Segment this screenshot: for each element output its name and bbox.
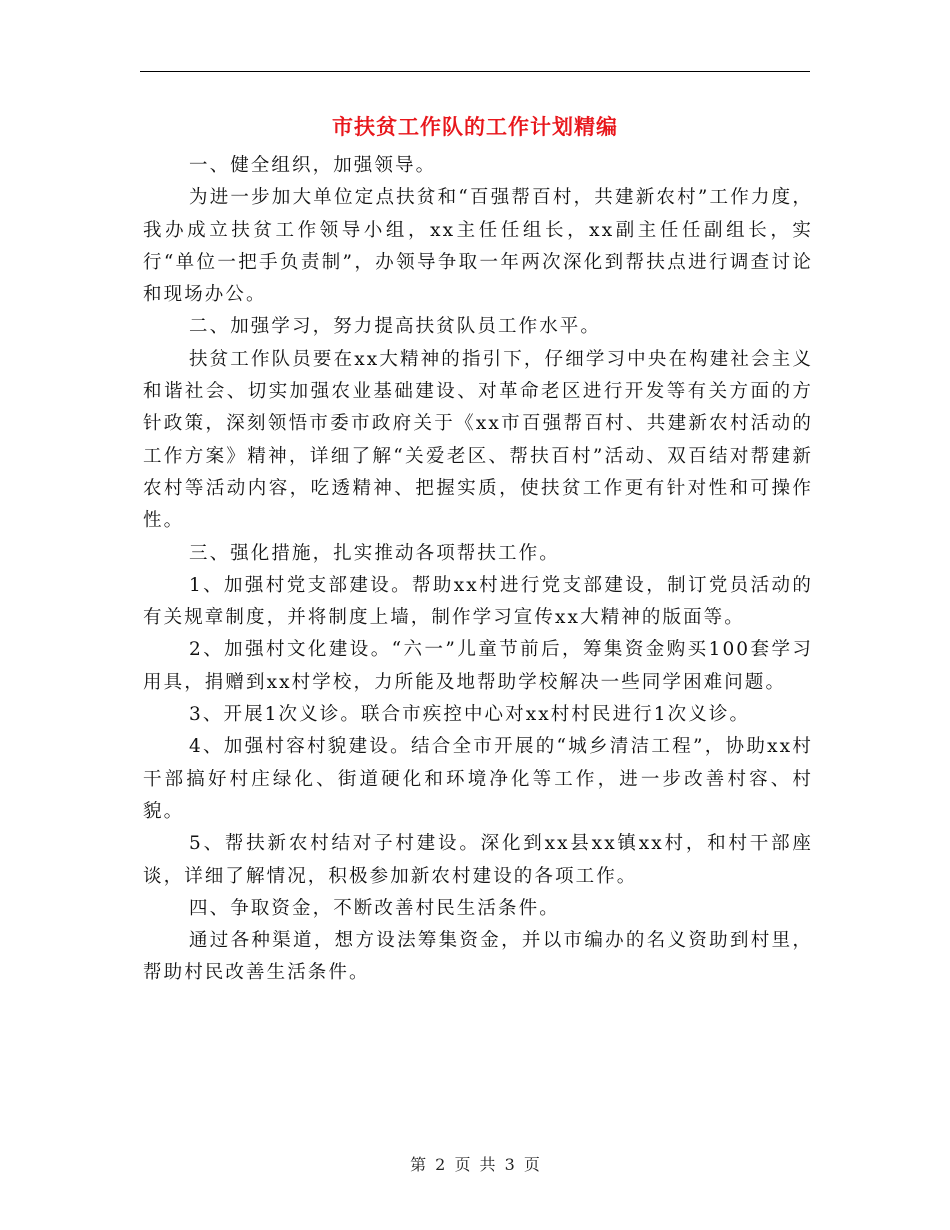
- list-item: 5、帮扶新农村结对子村建设。深化到xx县xx镇xx村，和村干部座谈，详细了解情况，积极参加新农村建设的各项工作。: [143, 833, 813, 887]
- list-item: 2、加强村文化建设。“六一”儿童节前后，筹集资金购买100套学习用具，捐赠到xx村学校，力所能及地帮助学校解决一些同学困难问题。: [143, 639, 813, 693]
- page-number: 第 2 页 共 3 页: [410, 1155, 540, 1174]
- section-heading-2: 二、加强学习，努力提高扶贫队员工作水平。: [189, 316, 602, 338]
- section-heading-1: 一、健全组织，加强领导。: [189, 155, 437, 176]
- list-item: 3、开展1次义诊。联合市疾控中心对xx村村民进行1次义诊。: [189, 704, 751, 726]
- list-item: 1、加强村党支部建设。帮助xx村进行党支部建设，制订党员活动的有关规章制度，并将制度上墙，制作学习宣传xx大精神的版面等。: [143, 574, 813, 629]
- paragraph: 通过各种渠道，想方设法筹集资金，并以市编办的名义资助到村里，帮助村民改善生活条件。: [143, 930, 813, 984]
- header-rule: [140, 71, 810, 72]
- section-heading-3: 三、强化措施，扎实推动各项帮扶工作。: [189, 542, 560, 564]
- document-title: 市扶贫工作队的工作计划精编: [332, 114, 618, 139]
- document-body: [143, 150, 813, 990]
- paragraph: 扶贫工作队员要在xx大精神的指引下，仔细学习中央在构建社会主义和谐社会、切实加强农业基础建设、对革命老区进行开发等有关方面的方针政策，深刻领悟市委市政府关于《xx市百强帮百村、共建新农村活动的工作方案》精神，详细了解“关爱老区、帮扶百村”活动、双百结对帮建新农村等活动内容，吃透精神、把握实质，使扶贫工作更有针对性和可操作性。: [143, 348, 813, 532]
- section-heading-4: 四、争取资金，不断改善村民生活条件。: [189, 897, 560, 919]
- paragraph: 为进一步加大单位定点扶贫和“百强帮百村，共建新农村”工作力度，我办成立扶贫工作领导小组，xx主任任组长，xx副主任任副组长，实行“单位一把手负责制”，办领导争取一年两次深化到帮扶点进行调查讨论和现场办公。: [143, 187, 813, 306]
- list-item: 4、加强村容村貌建设。结合全市开展的“城乡清洁工程”，协助xx村干部搞好村庄绿化、街道硬化和环境净化等工作，进一步改善村容、村貌。: [143, 736, 813, 822]
